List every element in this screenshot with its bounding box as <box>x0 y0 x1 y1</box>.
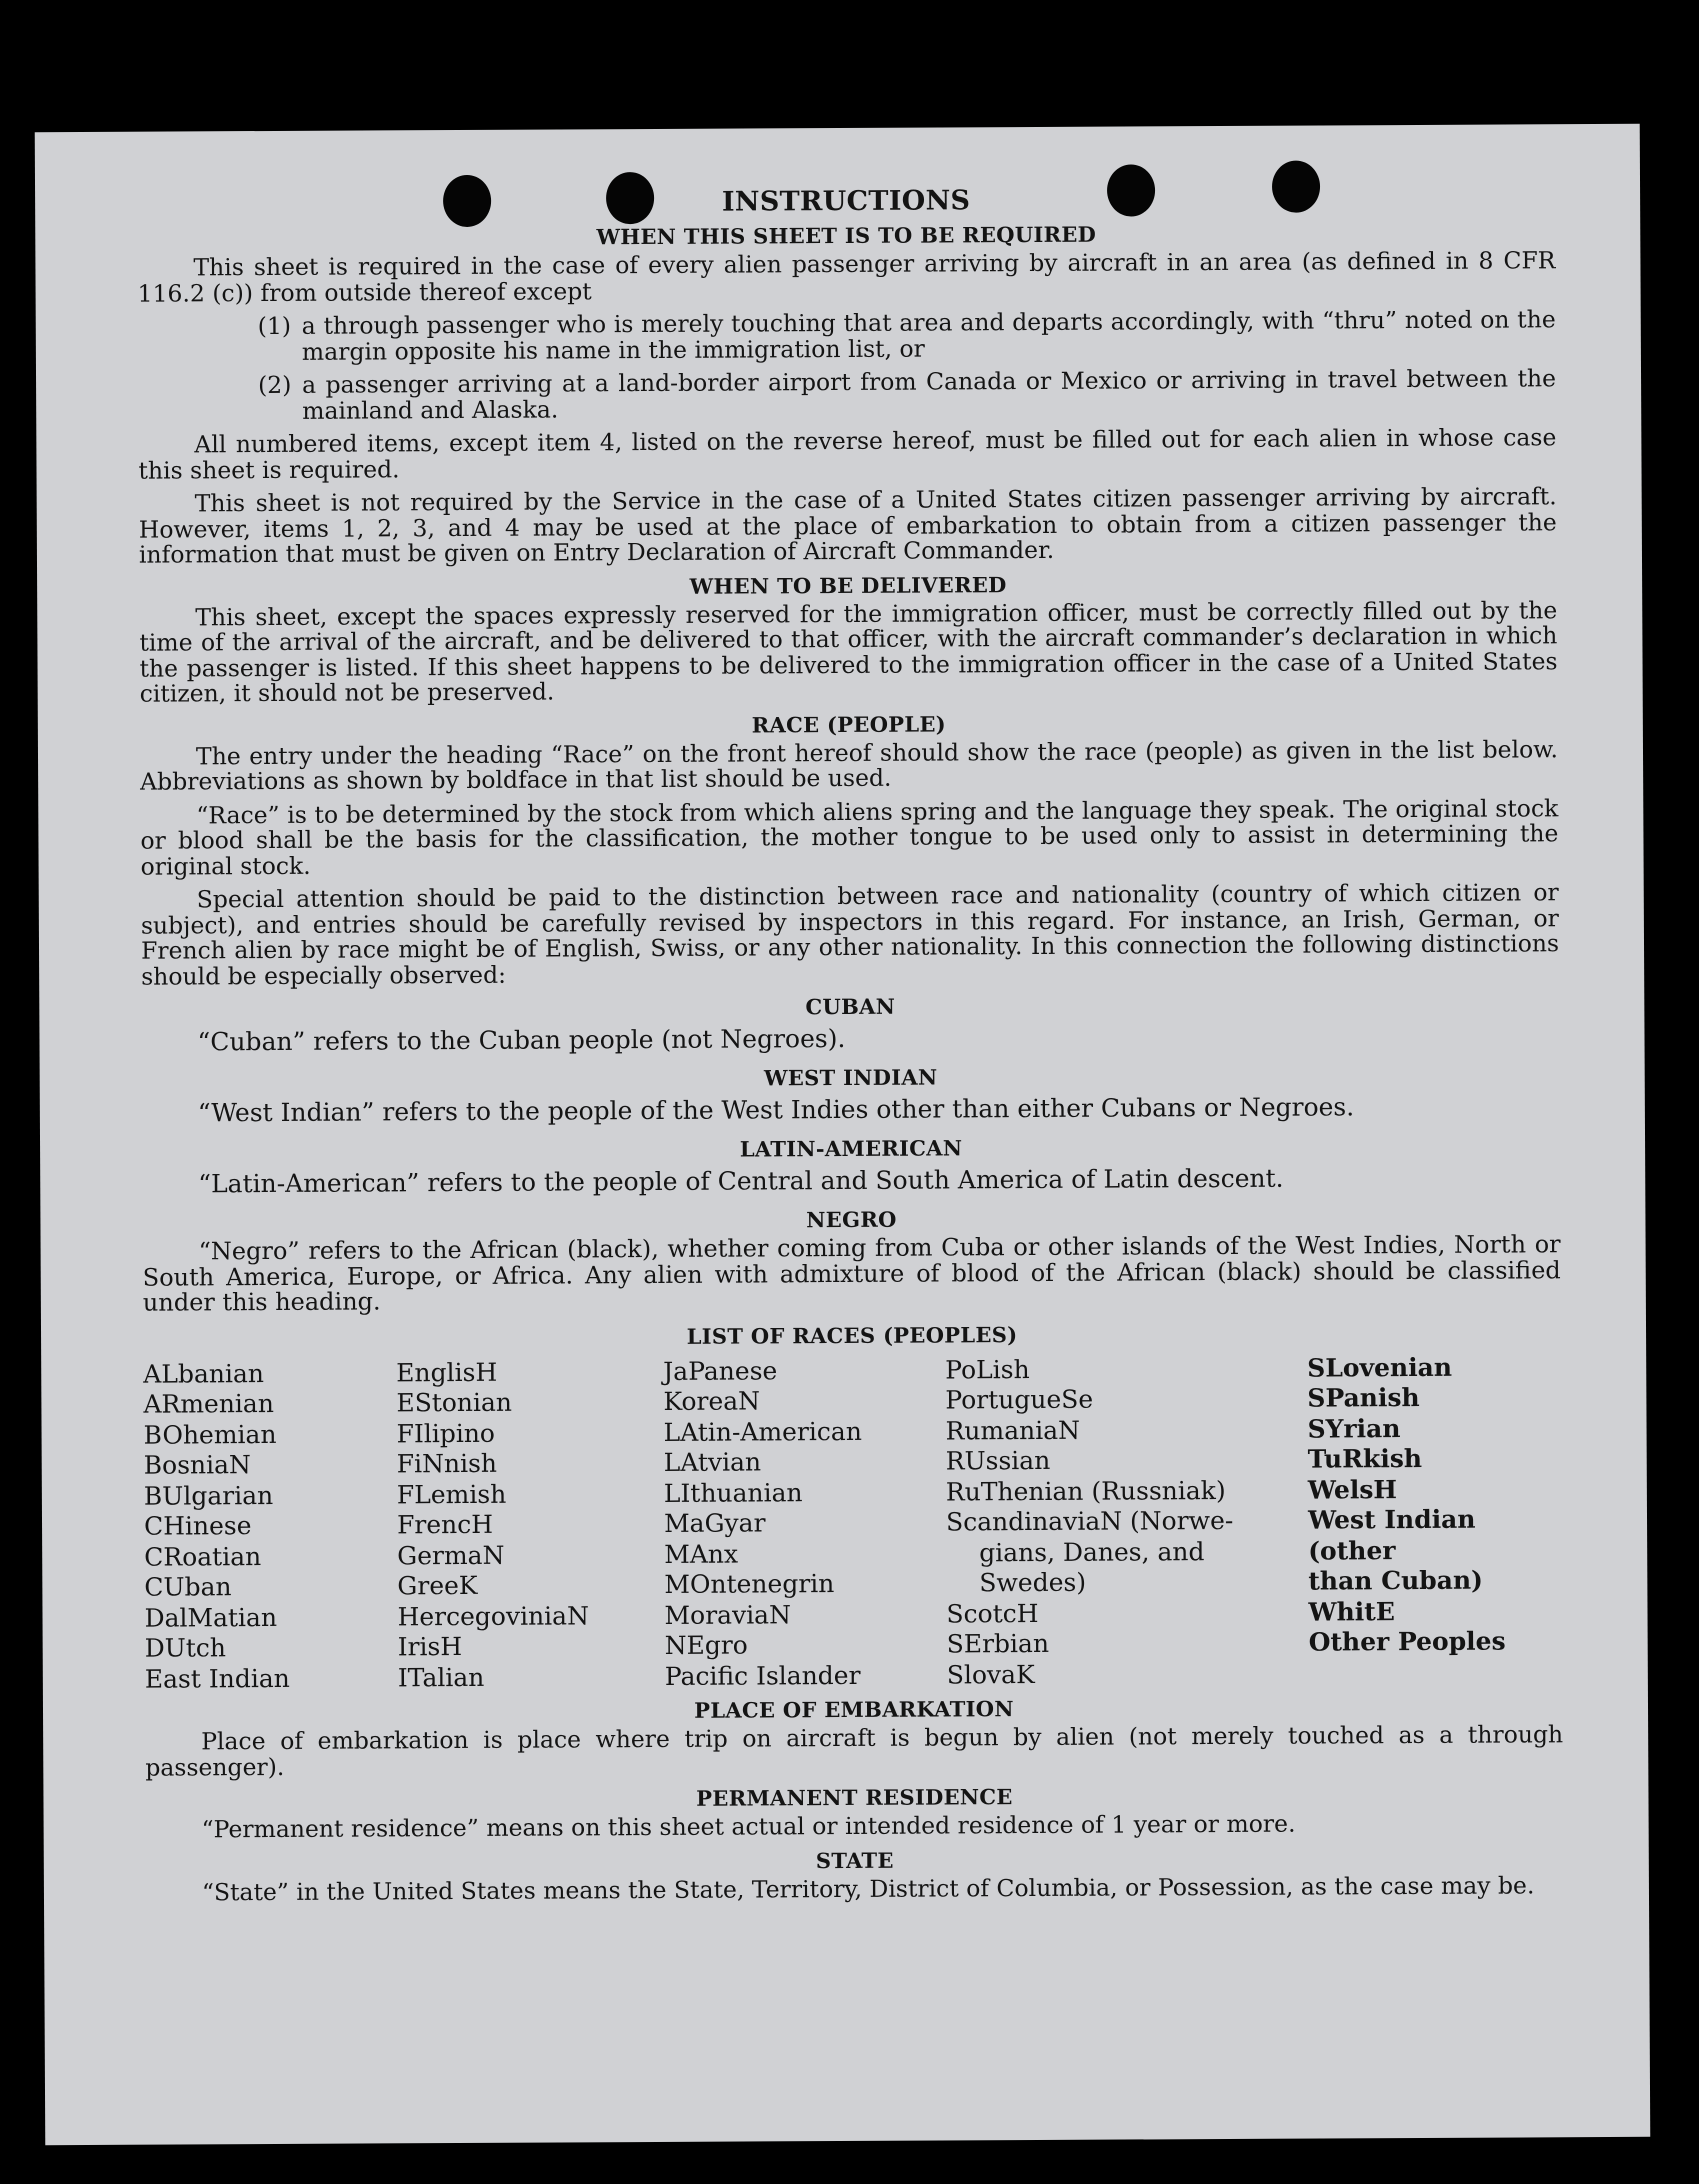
race-item: PortugueSe <box>945 1384 1094 1415</box>
document-sheet <box>35 124 1651 2145</box>
race-item: PoLish <box>945 1354 1030 1384</box>
item-text: a passenger arriving at a land-border airport from Canada or Mexico or arriving in travel between the mainland and Alaska. <box>301 364 1557 425</box>
section-heading: WEST INDIAN <box>763 1064 938 1091</box>
list-item <box>138 307 1556 365</box>
race-column <box>945 1353 1309 1690</box>
race-item: SlovaK <box>946 1659 1035 1689</box>
page-title: INSTRUCTIONS <box>721 185 971 218</box>
race-item: CUban <box>144 1572 232 1602</box>
race-item: BosniaN <box>143 1450 251 1480</box>
paragraph: Place of embarkation is place where trip on aircraft is begun by alien (not merely touched as a through passenger). <box>145 1720 1564 1782</box>
race-item: FIlipino <box>396 1418 496 1448</box>
paragraph: This sheet is not required by the Service in the case of a United States citizen passenger arriving by aircraft. However, items 1, 2, 3, and 4 may be used at the place of embarkation to obtain from a citizen passenger the information that must be given on Entry Declaration of Aircraft Commander. <box>138 482 1557 569</box>
race-item: EnglisH <box>396 1357 498 1387</box>
race-item-continued: Swedes) <box>979 1567 1087 1598</box>
race-item: LAtvian <box>663 1447 762 1477</box>
race-item: JaPanese <box>663 1355 778 1386</box>
item-number: (2) <box>257 370 292 400</box>
definition: “Latin-American” refers to the people of Central and South America of Latin descent. <box>198 1163 1284 1199</box>
paragraph: Special attention should be paid to the distinction between race and nationality (country of which citizen or subject), and entries should be carefully revised by inspectors in this regard. For instance, an Irish, German, or French alien by race might be of English, Swiss, or any other nationality. In this connection the following distinctions should be especially observed: <box>140 878 1560 991</box>
race-item: FrencH <box>396 1509 494 1540</box>
paragraph: “Negro” refers to the African (black), whether coming from Cuba or other islands of the West Indies, North or South America, Europe, or Africa. Any alien with admixture of blood of the African (black) should be classified under this heading. <box>142 1230 1561 1317</box>
race-item: LAtin-American <box>663 1416 862 1447</box>
race-item: Other Peoples <box>1308 1626 1506 1657</box>
race-item: BUlgarian <box>143 1480 274 1511</box>
race-column <box>143 1358 398 1695</box>
race-list <box>143 1352 1563 1695</box>
race-item: CHinese <box>143 1511 252 1541</box>
race-item: ALbanian <box>143 1358 264 1389</box>
race-item: RumaniaN <box>945 1415 1081 1445</box>
paragraph: This sheet is required in the case of every alien passenger arriving by aircraft in an area (as defined in 8 CFR 116.2 (c)) from outside thereof except <box>137 246 1556 308</box>
section-heading: CUBAN <box>805 993 896 1020</box>
race-item: SErbian <box>946 1628 1050 1659</box>
list-item <box>138 366 1556 424</box>
race-item: WhitE <box>1308 1596 1395 1627</box>
race-column <box>1307 1352 1563 1689</box>
race-item: WelsH <box>1307 1474 1398 1505</box>
section-heading: LATIN-AMERICAN <box>739 1135 963 1162</box>
race-item: East Indian <box>144 1663 290 1694</box>
race-item: FiNnish <box>396 1448 498 1479</box>
section-heading: WHEN THIS SHEET IS TO BE REQUIRED <box>596 221 1097 250</box>
race-item: GermaN <box>397 1540 505 1570</box>
item-number: (1) <box>257 311 292 341</box>
section-heading: STATE <box>815 1847 894 1873</box>
race-item: IrisH <box>397 1631 463 1662</box>
race-item-continued: than Cuban) <box>1308 1565 1483 1596</box>
definition: “Cuban” refers to the Cuban people (not Negroes). <box>197 1023 846 1057</box>
race-item: Pacific Islander <box>664 1660 861 1691</box>
race-item: TuRkish <box>1307 1443 1423 1474</box>
definition: “West Indian” refers to the people of the West Indies other than either Cubans or Negroes. <box>197 1092 1355 1128</box>
paragraph: The entry under the heading “Race” on the front hereof should show the race (people) as given in the list below. Abbreviations as shown by boldface in that list should be used. <box>140 734 1559 796</box>
instructions-content <box>137 182 1564 1913</box>
paragraph: “State” in the United States means the State, Territory, District of Columbia, or Possession, as the case may be. <box>201 1870 1535 1906</box>
race-item: HercegoviniaN <box>397 1600 589 1631</box>
race-item: West Indian (other <box>1307 1504 1476 1566</box>
race-item: FLemish <box>396 1479 507 1509</box>
race-item: SLovenian <box>1307 1352 1453 1383</box>
race-item: NEgro <box>664 1630 748 1660</box>
race-item: SYrian <box>1307 1413 1401 1444</box>
race-column <box>396 1356 665 1693</box>
race-item: RuThenian (Russniak) <box>945 1475 1226 1506</box>
paragraph: All numbered items, except item 4, listed on the reverse hereof, must be filled out for each alien in whose case this sheet is required. <box>138 423 1557 485</box>
race-item: MaGyar <box>663 1508 766 1538</box>
race-item: ARmenian <box>143 1388 274 1419</box>
section-heading: PLACE OF EMBARKATION <box>694 1696 1014 1723</box>
race-item: RUssian <box>945 1445 1051 1476</box>
race-item: ScandinaviaN (Norwe- <box>945 1505 1234 1537</box>
paragraph: “Race” is to be determined by the stock from which aliens spring and the language they speak. The original stock or blood shall be the basis for the classification, the mother tongue to be used only to assist in determining the original stock. <box>140 793 1559 881</box>
race-item: MOntenegrin <box>664 1569 835 1599</box>
race-column <box>663 1355 947 1692</box>
race-item: SPanish <box>1307 1382 1420 1413</box>
race-item: GreeK <box>397 1570 478 1601</box>
race-item: DUtch <box>144 1633 227 1663</box>
paragraph: “Permanent residence” means on this sheet actual or intended residence of 1 year or more. <box>201 1809 1296 1844</box>
race-item: ITalian <box>397 1662 485 1692</box>
race-item: BOhemian <box>143 1419 277 1450</box>
race-item: EStonian <box>396 1387 513 1418</box>
race-item-continued: gians, Danes, and <box>979 1536 1205 1567</box>
section-heading: NEGRO <box>806 1206 897 1233</box>
paragraph: This sheet, except the spaces expressly reserved for the immigration officer, must be correctly filled out by the time of the arrival of the aircraft, and be delivered to that officer, with the aircraft commander’s declaration in which the passenger is listed. If this sheet happens to be delivered to the immigration officer in the case of a United States citizen, it should not be preserved. <box>139 595 1558 708</box>
section-heading: PERMANENT RESIDENCE <box>696 1784 1013 1811</box>
race-item: ScotcH <box>946 1598 1039 1628</box>
race-item: LIthuanian <box>663 1477 803 1508</box>
section-heading: LIST OF RACES (PEOPLES) <box>686 1321 1018 1349</box>
section-heading: RACE (PEOPLE) <box>751 710 947 737</box>
race-item: MAnx <box>664 1539 739 1569</box>
item-text: a through passenger who is merely touching that area and departs accordingly, with “thru” noted on the margin opposite his name in the immigration list, or <box>301 305 1556 366</box>
race-item: KoreaN <box>663 1386 761 1416</box>
section-heading: WHEN TO BE DELIVERED <box>689 571 1007 599</box>
race-item: MoraviaN <box>664 1599 791 1630</box>
race-item: DalMatian <box>144 1602 278 1633</box>
race-item: CRoatian <box>144 1541 262 1572</box>
